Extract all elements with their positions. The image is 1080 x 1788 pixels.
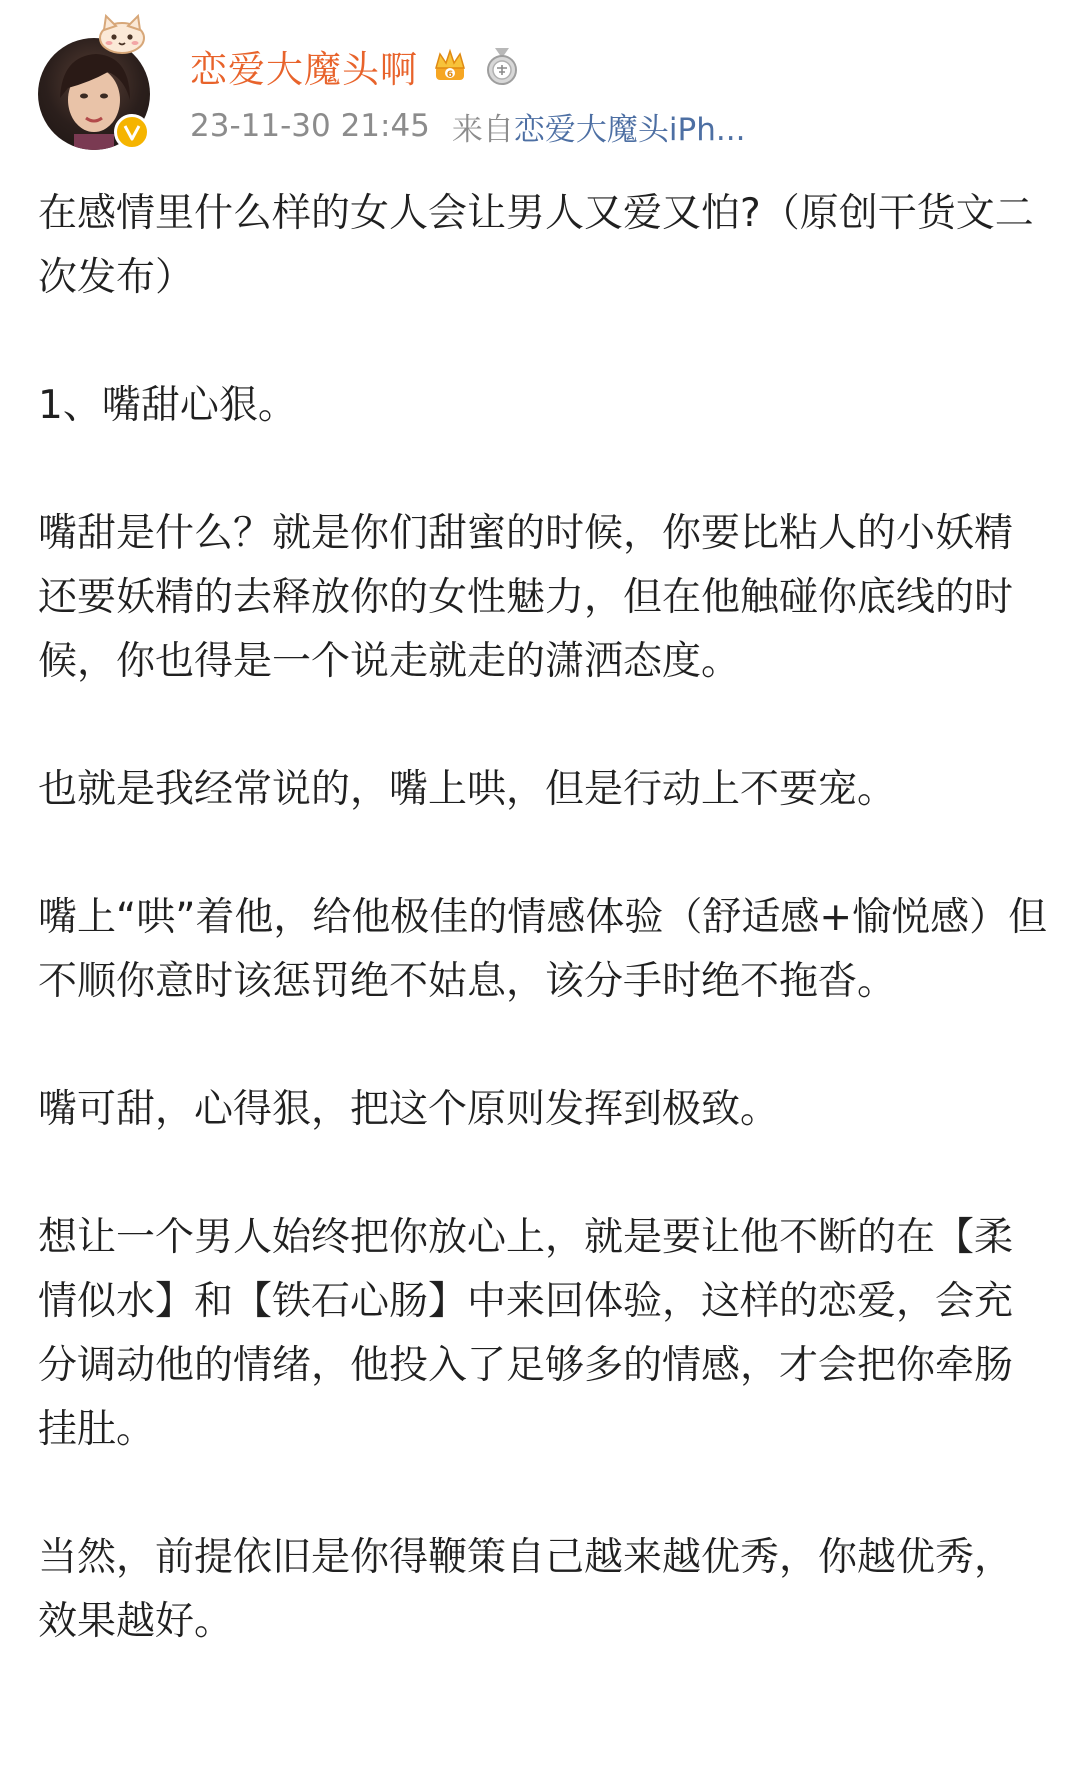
source-prefix: 来自 — [451, 111, 514, 148]
body-paragraph: 嘴甜是什么？就是你们甜蜜的时候，你要比粘人的小妖精还要妖精的去释放你的女性魅力，但在他触碰你底线的时候，你也得是一个说走就走的潇洒态度。 — [38, 511, 1014, 684]
crown-vip-icon[interactable] — [430, 46, 470, 86]
body-paragraph: 嘴可甜，心得狠，把这个原则发挥到极致。 — [38, 1087, 780, 1132]
verified-v-badge-icon — [114, 114, 150, 150]
author-row — [190, 42, 522, 90]
author-name[interactable]: 恋爱大魔头啊 — [190, 48, 418, 91]
body-paragraph: 当然，前提依旧是你得鞭策自己越来越优秀，你越优秀，效果越好。 — [38, 1535, 1014, 1644]
post-body — [38, 182, 1048, 1654]
cat-pendant-icon — [92, 12, 152, 56]
body-paragraph: 也就是我经常说的，嘴上哄，但是行动上不要宠。 — [38, 767, 897, 812]
post-time: 23-11-30 21:45 — [190, 108, 430, 144]
post-header — [0, 0, 1080, 170]
svg-text:6: 6 — [446, 70, 454, 80]
body-paragraph: 想让一个男人始终把你放心上，就是要让他不断的在【柔情似水】和【铁石心肠】中来回体验，这样的恋爱，会充分调动他的情绪，他投入了足够多的情感，才会把你牵肠挂肚。 — [38, 1215, 1014, 1452]
post-title-paragraph: 在感情里什么样的女人会让男人又爱又怕?（原创干货文二次发布） — [38, 191, 1034, 300]
section-heading: 1、嘴甜心狠。 — [38, 383, 297, 428]
post-source-link[interactable]: 恋爱大魔头iPh... — [513, 111, 746, 148]
medal-icon[interactable] — [482, 46, 522, 86]
body-paragraph: 嘴上“哄”着他，给他极佳的情感体验（舒适感+愉悦感）但不顺你意时该惩罚绝不姑息，该分手时绝不拖沓。 — [38, 895, 1048, 1004]
post-meta — [190, 104, 745, 148]
